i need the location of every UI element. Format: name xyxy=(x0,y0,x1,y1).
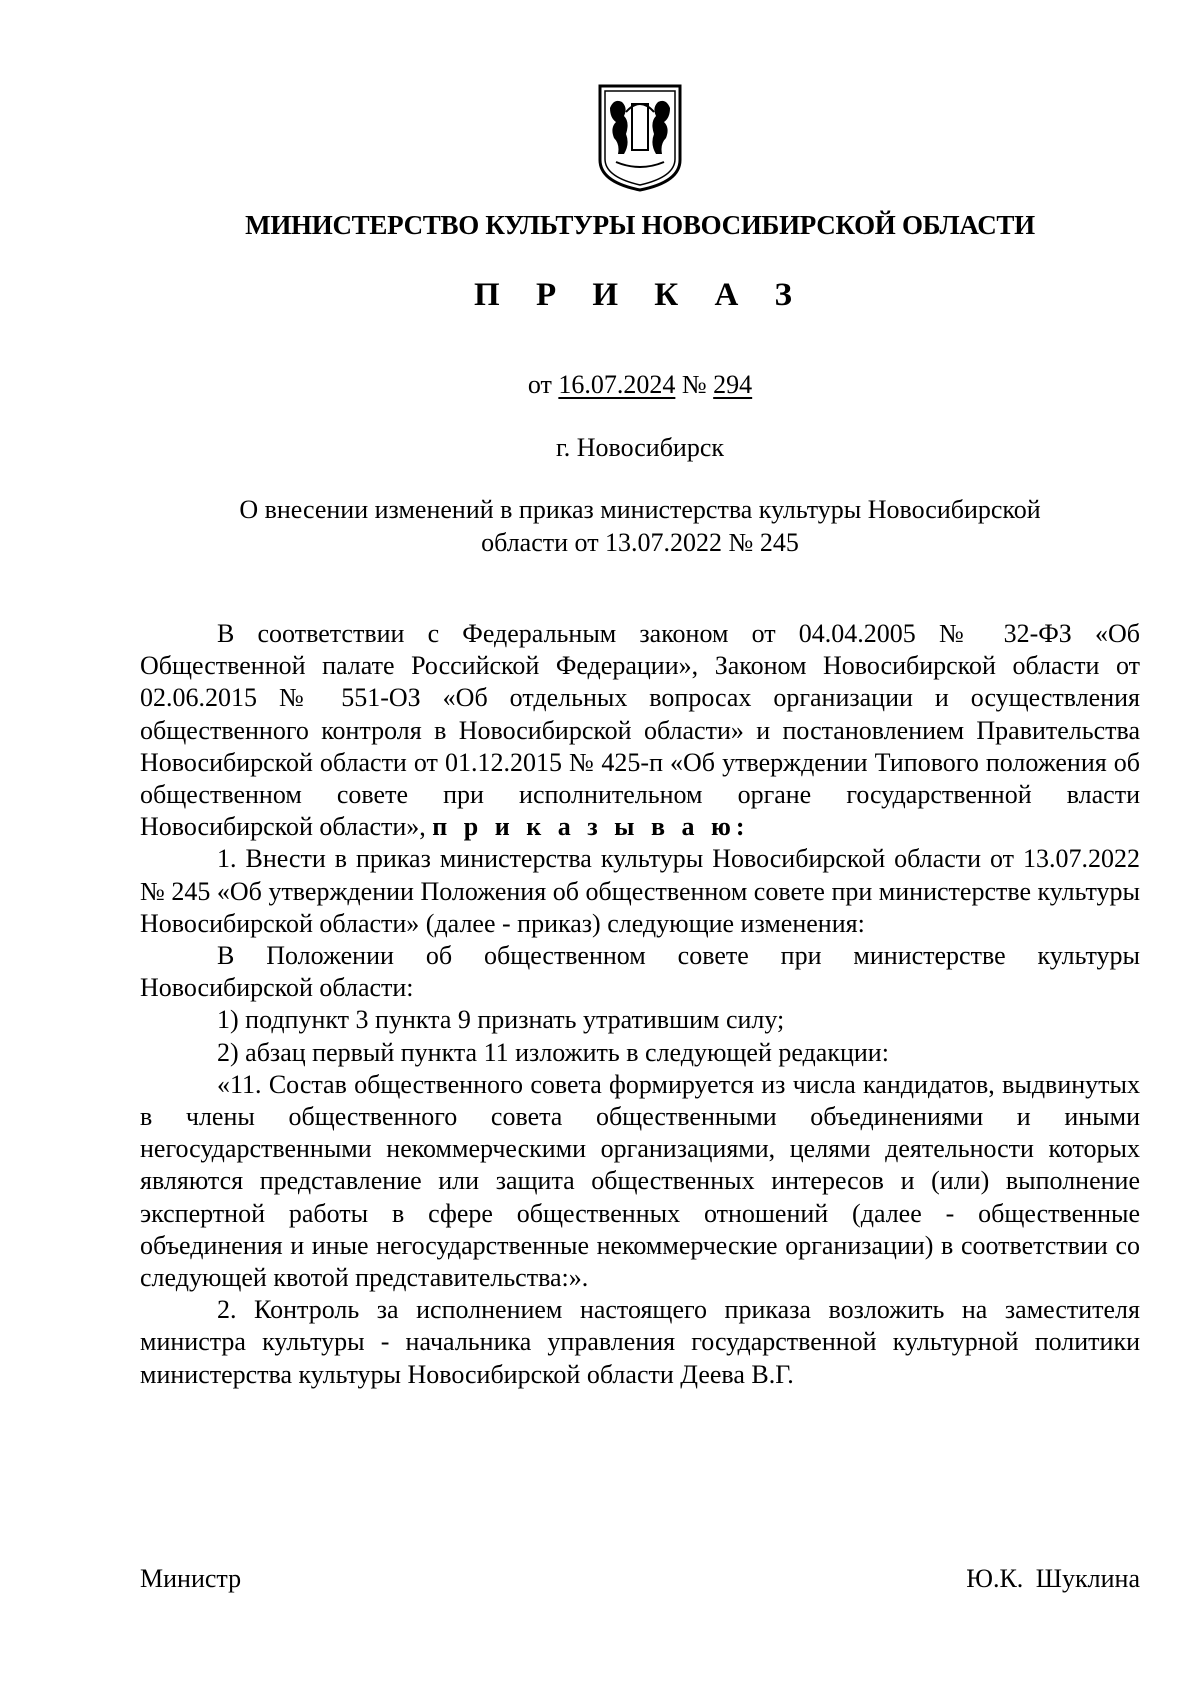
order-directive: п р и к а з ы в а ю: xyxy=(432,812,750,842)
coat-of-arms-icon xyxy=(596,82,684,192)
subject-line-1: О внесении изменений в приказ министерства культуры Новосибирской xyxy=(239,495,1041,524)
preamble-text: В соответствии с Федеральным законом от 04.04.2005 № 32-ФЗ «Об Общественной палате Российской Федерации», Законом Новосибирской области от 02.06.2015 № 551-ОЗ «Об отдельных вопросах организации и осуществления общественного контроля в Новосибирской области» и постановлением Правительства Новосибирской области от 01.12.2015 № 425-п «Об утверждении Типового положения об общественном совете при исполнительном органе государственной власти Новосибирской области», xyxy=(140,619,1140,842)
document-type: П Р И К А З xyxy=(474,277,806,313)
clause-2: 2. Контроль за исполнением настоящего приказа возложить на заместителя министра культуры - начальника управления государственной культурной политики министерства культуры Новосибирской области Деева В.Г. xyxy=(140,1295,1140,1389)
order-date-number xyxy=(0,370,1200,400)
ministry-name: МИНИСТЕРСТВО КУЛЬТУРЫ НОВОСИБИРСКОЙ ОБЛАСТИ xyxy=(245,210,1035,240)
date-prefix: от xyxy=(527,370,552,399)
new-wording-paragraph: «11. Состав общественного совета формируется из числа кандидатов, выдвинутых в члены общественного совета общественными объединениями и иными негосударственными некоммерческими организациями, целями деятельности которых являются представление или защита общественных интересов и (или) выполнение экспертной работы в сфере общественных отношений (далее - общественные объединения и иные негосударственные некоммерческие организации) в соответствии со следующей квотой представительства:». xyxy=(140,1069,1140,1293)
preamble-paragraph xyxy=(140,618,1140,843)
order-number: 294 xyxy=(713,370,753,399)
number-prefix: № xyxy=(681,370,707,399)
order-date: 16.07.2024 xyxy=(558,370,676,399)
order-body xyxy=(140,618,1140,1391)
regulation-intro: В Положении об общественном совете при министерстве культуры Новосибирской области: xyxy=(140,941,1140,1003)
clause-1: 1. Внести в приказ министерства культуры Новосибирской области от 13.07.2022 № 245 «Об утверждении Положения об общественном совете при министерстве культуры Новосибирской области» (далее - приказ) следующие изменения: xyxy=(140,844,1140,938)
signatory-name: Ю.К. Шуклина xyxy=(966,1564,1140,1593)
subject-line-2: области от 13.07.2022 № 245 xyxy=(481,528,799,557)
city: г. Новосибирск xyxy=(555,433,725,462)
order-subject xyxy=(140,493,1140,559)
signatory-position: Министр xyxy=(140,1564,242,1593)
subclause-2: 2) абзац первый пункта 11 изложить в следующей редакции: xyxy=(217,1037,889,1067)
subclause-1: 1) подпункт 3 пункта 9 признать утратившим силу; xyxy=(217,1005,785,1035)
